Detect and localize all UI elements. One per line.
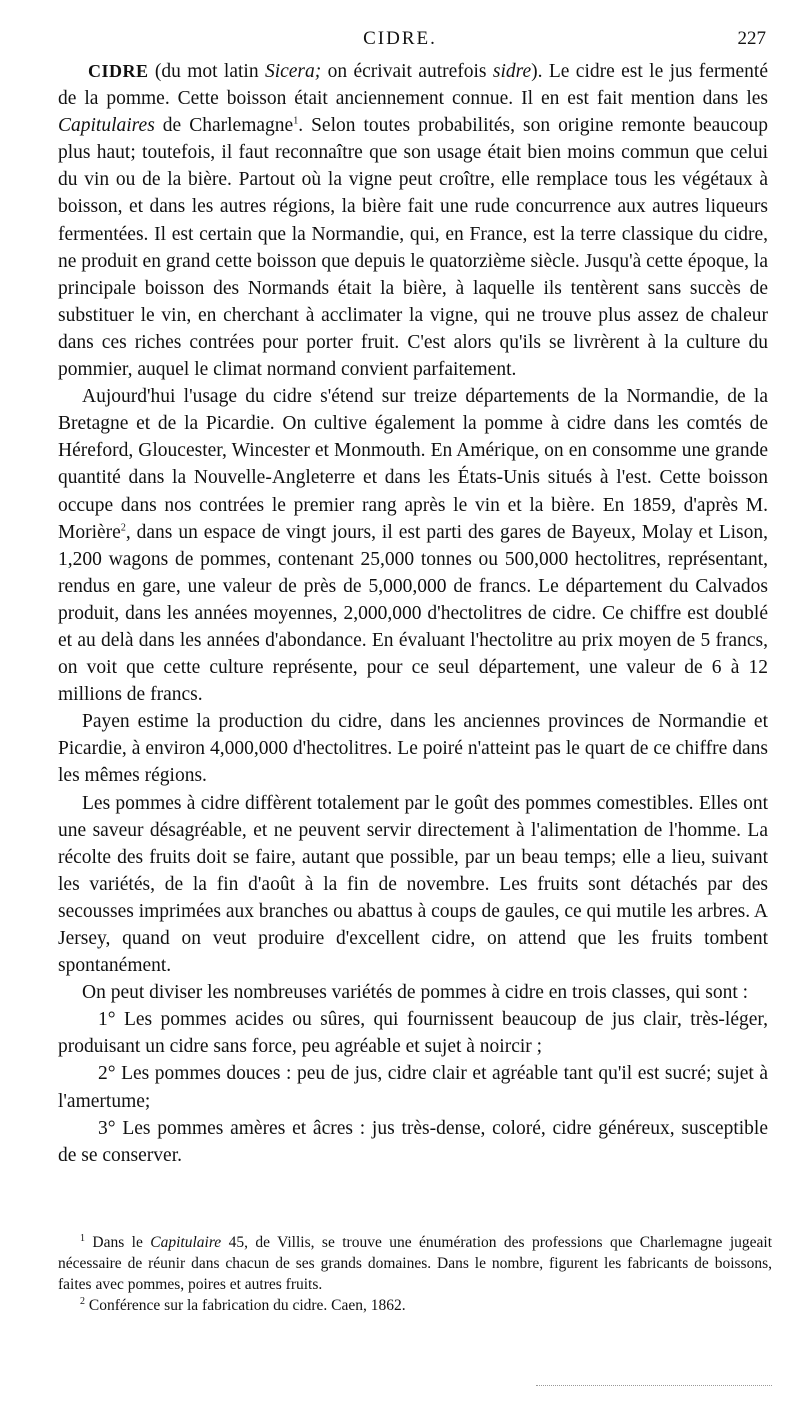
text-run: ). Le cidre est le jus fermenté de la pomme. Cette boisson était anciennement connue. Il en est fait mention dans les xyxy=(58,61,768,110)
footnote-marker-2[interactable]: 2 xyxy=(120,522,126,534)
paragraph-usage xyxy=(58,383,768,708)
text-run: , dans un espace de vingt jours, il est parti des gares de Bayeux, Molay et Lison, 1,200 wagons de pommes, contenant 25,000 tonnes ou 500,000 hectolitres, représentant, rendus en gare, une valeur de près de 5,000,000 de francs. Le département du Calvados produit, dans les années moyennes, 2,000,000 d'hectolitres de cidre. Ce chiffre est doublé et au delà dans les années d'abondance. En évaluant l'hectolitre au prix moyen de 5 francs, on voit que cette culture représente, pour ce seul département, une valeur de 6 à 12 millions de francs. xyxy=(58,521,768,706)
paragraph-production: Payen estime la production du cidre, dans les anciennes provinces de Normandie et Picardie, à environ 4,000,000 d'hectolitres. Le poiré n'atteint pas le quart de ce chiffre dans les mêmes régions. xyxy=(58,711,768,787)
footnotes xyxy=(58,1232,772,1316)
list-item-bitter-apples: 3° Les pommes amères et âcres : jus très-dense, coloré, cidre généreux, susceptible de se conserver. xyxy=(58,1117,768,1166)
bottom-bleedthrough-rule xyxy=(536,1385,772,1386)
text-run: 45, de Villis, se trouve une énumération des professions que Charlemagne jugeait nécessaire de réunir dans chacun de ses grands domaines. Dans le nombre, figurent les fabricants de boissons, faites avec pommes, poires et autres fruits. xyxy=(58,1234,772,1293)
paragraph-cidre-definition xyxy=(58,58,768,383)
italic-run: sidre xyxy=(492,61,532,82)
footnote-marker-1[interactable]: 1 xyxy=(293,115,299,127)
italic-run: Sicera; xyxy=(264,61,322,82)
paragraph-classes-intro: On peut diviser les nombreuses variétés de pommes à cidre en trois classes, qui sont : xyxy=(82,982,749,1004)
text-run: Dans le xyxy=(85,1234,151,1251)
list-item-sweet-apples: 2° Les pommes douces : peu de jus, cidre clair et agréable tant qu'il est sucré; sujet à l'amertume; xyxy=(58,1063,768,1112)
running-title: CIDRE. xyxy=(363,28,437,49)
footnote-1-mark: 1 xyxy=(80,1232,85,1244)
paragraph-harvest: Les pommes à cidre diffèrent totalement par le goût des pommes comestibles. Elles ont une saveur désagréable, et ne peuvent servir directement à l'alimentation de l'homme. La récolte des fruits doit se faire, autant que possible, par un beau temps; elle a lieu, suivant les variétés, de la fin d'août à la fin de novembre. Les fruits sont détachés par des secousses imprimées aux branches ou abattus à coups de gaules, ce qui mutile les arbres. A Jersey, quand on veut produire d'excellent cidre, on attend que les fruits tombent spontanément. xyxy=(58,792,768,977)
text-run: (du mot latin xyxy=(148,61,265,82)
italic-run: Capitulaires xyxy=(58,115,155,137)
italic-run: Capitulaire xyxy=(150,1234,222,1251)
footnote-1 xyxy=(58,1232,772,1295)
text-run: on écrivait autrefois xyxy=(321,61,493,82)
footnote-2 xyxy=(58,1295,772,1316)
footnote-2-mark: 2 xyxy=(80,1295,85,1307)
entry-head-word: CIDRE xyxy=(88,61,149,81)
page-number: 227 xyxy=(737,28,766,49)
text-run: Conférence sur la fabrication du cidre. Caen, 1862. xyxy=(85,1297,406,1314)
text-run: Aujourd'hui l'usage du cidre s'étend sur treize départements de la Normandie, de la Bretagne et de la Picardie. On cultive également la pomme à cidre dans les comtés de Héreford, Gloucester, Wincester et Monmouth. En Amérique, on en consomme une grande quantité dans la Nouvelle-Angleterre et dans les États-Unis situés à l'est. Cette boisson occupe dans nos contrées le premier rang après le vin et la bière. En 1859, d'après M. Morière xyxy=(58,386,768,543)
list-item-acid-apples: 1° Les pommes acides ou sûres, qui fournissent beaucoup de jus clair, très-léger, produisant un cidre sans force, peu agréable et sujet à noircir ; xyxy=(58,1009,768,1058)
text-run: . Selon toutes probabilités, son origine remonte beaucoup plus haut; toutefois, il faut reconnaître que son usage était bien moins commun que celui du vin ou de la bière. Partout où la vigne peut croître, elle remplace tous les végétaux à boisson, et dans les autres régions, la bière fait une rude concurrence aux autres liqueurs fermentées. Il est certain que la Normandie, qui, en France, est la terre classique du cidre, ne produit en grand cette boisson que depuis le quatorzième siècle. Jusqu'à cette époque, la principale boisson des Normands était la bière, à laquelle ils tentèrent sans succès de substituer le vin, en cherchant à acclimater la vigne, qui ne trouve plus assez de chaleur dans ces riches contrées pour porter fruit. C'est alors qu'ils se livrèrent à la culture du pommier, auquel le climat normand convient parfaitement. xyxy=(58,115,768,381)
text-run: de Charlemagne xyxy=(154,115,294,137)
main-text xyxy=(58,58,768,1169)
page-header xyxy=(0,28,800,56)
